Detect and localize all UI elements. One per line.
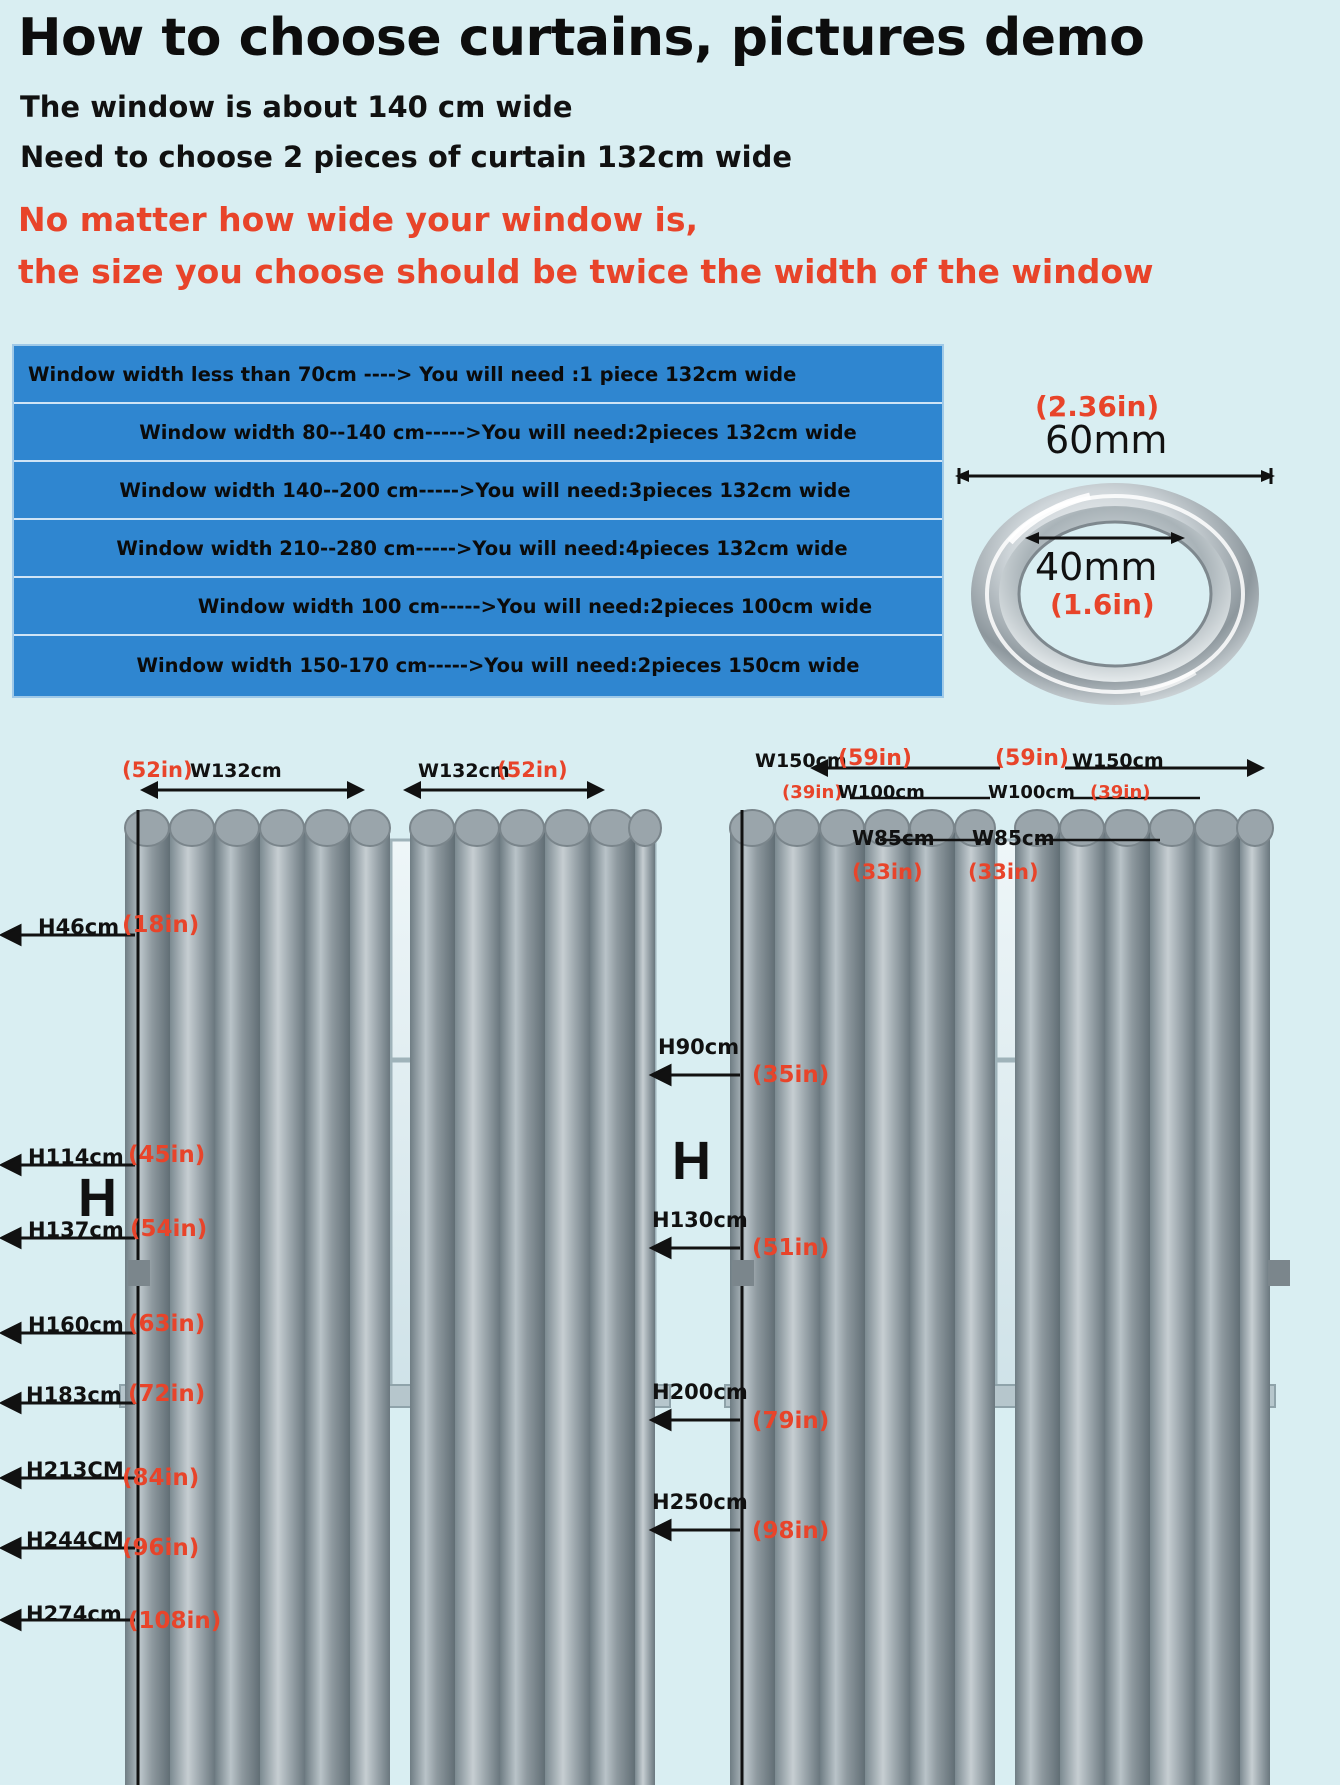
grommet-outer-mm: 60mm [1045, 418, 1168, 462]
left-height-1-cm: H114cm [28, 1145, 124, 1169]
table-row-text: Window width less than 70cm ----> You will need :1 piece 132cm wide [28, 362, 797, 386]
page-title: How to choose curtains, pictures demo [18, 8, 1145, 68]
right-width-left-0-cm: W150cm [755, 750, 847, 772]
left-height-2-cm: H137cm [28, 1218, 124, 1242]
left-height-7-in: (108in) [128, 1608, 222, 1634]
curtain-measurement-diagrams [0, 730, 1340, 1785]
right-width-right-1-cm: W100cm [988, 782, 1075, 803]
left-height-0-in: (18in) [122, 912, 200, 938]
grommet-ring-diagram [950, 390, 1330, 710]
right-height-0-cm: H90cm [658, 1035, 740, 1059]
table-row [14, 346, 942, 404]
right-width-left-0-in: (59in) [838, 746, 912, 771]
right-height-1-cm: H130cm [652, 1208, 748, 1232]
subtitle-pieces-needed: Need to choose 2 pieces of curtain 132cm wide [20, 140, 792, 174]
advice-line-2: the size you choose should be twice the width of the window [18, 252, 1154, 291]
right-width-left-2-cm: W85cm [852, 826, 935, 850]
left-height-5-in: (84in) [122, 1465, 200, 1491]
right-width-right-0-in: (59in) [995, 746, 1069, 771]
grommet-inner-mm: 40mm [1035, 545, 1158, 589]
table-row-text: Window width 140--200 cm----->You will need:3pieces 132cm wide [119, 478, 851, 502]
grommet-outer-inches: (2.36in) [1035, 390, 1160, 423]
right-height-3-in: (98in) [752, 1518, 830, 1544]
left-height-3-cm: H160cm [28, 1313, 124, 1337]
left-height-6-in: (96in) [122, 1535, 200, 1561]
left-height-3-in: (63in) [128, 1311, 206, 1337]
right-width-left-1-in: (39in) [782, 782, 843, 803]
left-height-axis-letter: H [78, 1168, 117, 1228]
table-row [14, 578, 942, 636]
left-height-2-in: (54in) [130, 1216, 208, 1242]
right-width-right-2-in: (33in) [968, 860, 1039, 884]
table-row-text: Window width 210--280 cm----->You will need:4pieces 132cm wide [116, 536, 848, 560]
table-row [14, 404, 942, 462]
left-height-7-cm: H274cm [26, 1602, 122, 1626]
left-height-0-cm: H46cm [38, 915, 120, 939]
right-height-3-cm: H250cm [652, 1490, 748, 1514]
table-row [14, 462, 942, 520]
advice-line-1: No matter how wide your window is, [18, 200, 699, 239]
right-width-right-2-cm: W85cm [972, 826, 1055, 850]
left-height-6-cm: H244CM [26, 1528, 124, 1552]
table-row [14, 520, 942, 578]
left-top-width-left-inches: (52in) [122, 758, 193, 782]
left-height-4-in: (72in) [128, 1381, 206, 1407]
left-top-width-right-inches: (52in) [497, 758, 568, 782]
right-height-0-in: (35in) [752, 1062, 830, 1088]
table-row [14, 636, 942, 694]
right-height-2-cm: H200cm [652, 1380, 748, 1404]
right-height-1-in: (51in) [752, 1235, 830, 1261]
left-height-5-cm: H213CM [26, 1458, 124, 1482]
right-width-right-1-in: (39in) [1090, 782, 1151, 803]
size-recommendation-table [12, 344, 944, 698]
left-height-1-in: (45in) [128, 1142, 206, 1168]
table-row-text: Window width 80--140 cm----->You will need:2pieces 132cm wide [139, 420, 857, 444]
grommet-inner-inches: (1.6in) [1050, 588, 1155, 621]
right-width-right-0-cm: W150cm [1072, 750, 1164, 772]
right-height-axis-letter: H [672, 1131, 711, 1191]
right-height-2-in: (79in) [752, 1408, 830, 1434]
inner-dimension-arrow-icon [1025, 530, 1185, 546]
subtitle-window-width: The window is about 140 cm wide [20, 90, 573, 124]
table-row-text: Window width 150-170 cm----->You will need:2pieces 150cm wide [136, 653, 860, 677]
right-width-left-2-in: (33in) [852, 860, 923, 884]
left-top-width-left-cm: W132cm [190, 760, 282, 782]
right-width-left-1-cm: W100cm [838, 782, 925, 803]
left-top-width-right-cm: W132cm [418, 760, 510, 782]
table-row-text: Window width 100 cm----->You will need:2pieces 100cm wide [197, 594, 873, 618]
left-height-4-cm: H183cm [26, 1383, 122, 1407]
